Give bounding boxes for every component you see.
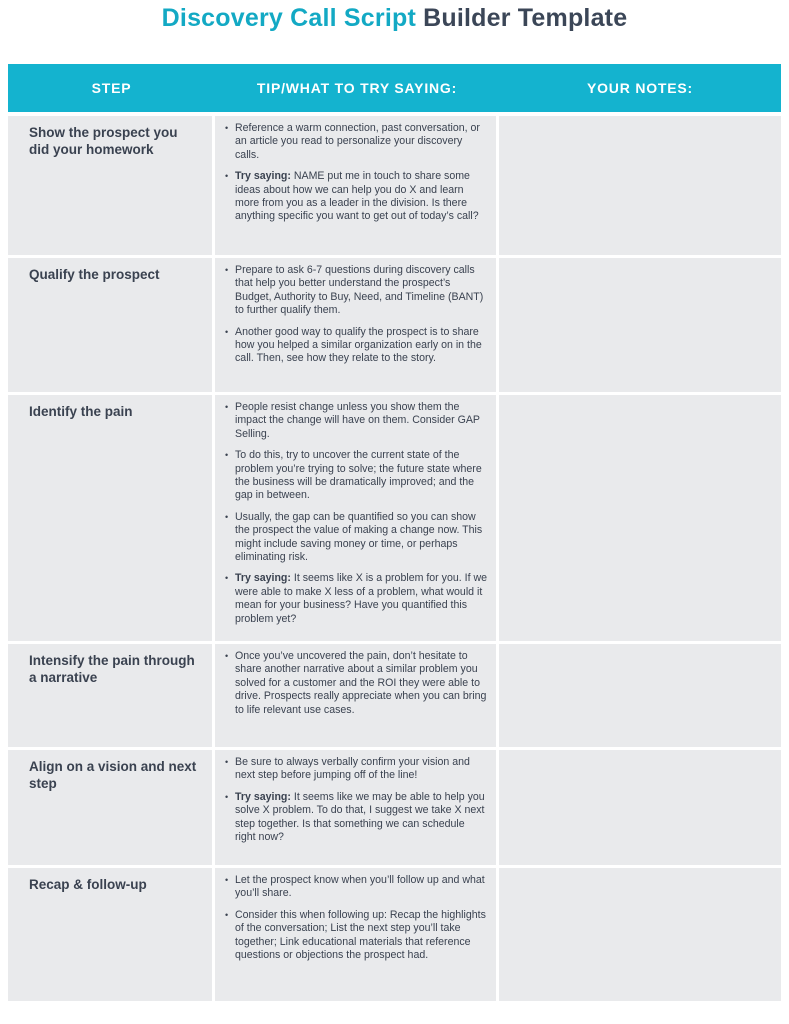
tip-cell [215, 112, 499, 255]
step-label: Intensify the pain through a narrative [29, 653, 195, 685]
tip-list [215, 868, 496, 968]
tip-list [215, 116, 496, 230]
step-cell [8, 112, 215, 255]
tip-cell [215, 747, 499, 865]
page-title [0, 2, 789, 34]
tip-text: Prepare to ask 6-7 questions during discovery calls that help you better understand the prospect’s Budget, Authority to Buy, Need, and Timeline (BANT) to further qualify them. [235, 264, 484, 317]
tip-list [215, 395, 496, 632]
table-row [8, 747, 781, 865]
title-rest: Builder Template [423, 4, 628, 32]
tip-item [225, 449, 488, 503]
step-label: Qualify the prospect [29, 267, 160, 282]
tip-cell [215, 641, 499, 747]
tip-item [225, 511, 488, 565]
step-label: Identify the pain [29, 404, 133, 419]
notes-cell[interactable] [499, 747, 781, 865]
tip-item [225, 791, 488, 845]
notes-cell[interactable] [499, 255, 781, 392]
tip-item [225, 264, 488, 318]
tip-item [225, 650, 488, 717]
notes-cell[interactable] [499, 641, 781, 747]
tip-list [215, 750, 496, 850]
tip-cell [215, 392, 499, 641]
tip-text: It seems like we may be able to help you solve X problem. To do that, I suggest we take X next step together. Is that something we can schedule right now? [235, 790, 485, 844]
tip-item [225, 170, 488, 224]
table-row [8, 255, 781, 392]
notes-cell[interactable] [499, 865, 781, 1001]
tip-cell [215, 865, 499, 1001]
table-row [8, 641, 781, 747]
tip-text: Once you’ve uncovered the pain, don’t hesitate to share another narrative about a similar problem you solved for a customer and the ROI they were able to drive. Prospects really appreciate when you can bring to life relevant use cases. [235, 650, 487, 716]
column-header-notes: YOUR NOTES: [499, 64, 781, 112]
tip-text: NAME put me in touch to share some ideas about how we can help you do X and learn more from you as a leader in the division. Is there anything specific you want to get out of today’s call? [235, 170, 479, 223]
table-row [8, 112, 781, 255]
step-label: Recap & follow-up [29, 877, 147, 892]
tip-text: It seems like X is a problem for you. If we were able to make X less of a problem, what would it mean for your business? Have you quantified this problem yet? [235, 572, 487, 625]
tip-text: To do this, try to uncover the current state of the problem you’re trying to solve; the future state where the business will be dramatically improved; and the gap in between. [235, 449, 482, 502]
tip-item [225, 874, 488, 901]
tip-text: Consider this when following up: Recap the highlights of the conversation; List the next step you’ll take together; Link educational materials that reference questions or objections the prospect had. [235, 908, 486, 962]
tip-item [225, 756, 488, 783]
column-header-tip: TIP/WHAT TO TRY SAYING: [215, 64, 499, 112]
tip-cell [215, 255, 499, 392]
tip-item [225, 909, 488, 963]
tip-list [215, 258, 496, 372]
tip-item [225, 401, 488, 441]
tip-text: Another good way to qualify the prospect is to share how you helped a similar organization early on in the call. Then, see how they relate to the story. [235, 325, 482, 365]
step-cell [8, 255, 215, 392]
try-saying-label: Try saying: [235, 790, 291, 803]
tip-list [215, 644, 496, 723]
table-header [8, 64, 781, 112]
tip-item [225, 572, 488, 626]
column-header-step: STEP [8, 64, 215, 112]
tip-text: Reference a warm connection, past conversation, or an article you read to personalize your discovery calls. [235, 122, 480, 161]
step-label: Align on a vision and next step [29, 759, 197, 791]
tip-text: People resist change unless you show them the impact the change will have on them. Consider GAP Selling. [235, 401, 480, 440]
tip-text: Let the prospect know when you’ll follow up and what you’ll share. [235, 874, 485, 900]
tip-item [225, 326, 488, 366]
table-row [8, 865, 781, 1001]
tip-text: Be sure to always verbally confirm your vision and next step before jumping off of the line! [235, 756, 470, 782]
try-saying-label: Try saying: [235, 170, 291, 183]
tip-item [225, 122, 488, 162]
table-row [8, 392, 781, 641]
step-label: Show the prospect you did your homework [29, 125, 178, 157]
script-table [8, 64, 781, 1001]
step-cell [8, 392, 215, 641]
tip-text: Usually, the gap can be quantified so you can show the prospect the value of making a change now. This might include saving money or time, or perhaps eliminating risk. [235, 510, 483, 564]
step-cell [8, 747, 215, 865]
try-saying-label: Try saying: [235, 572, 291, 585]
notes-cell[interactable] [499, 112, 781, 255]
table-body [8, 112, 781, 1001]
step-cell [8, 865, 215, 1001]
step-cell [8, 641, 215, 747]
notes-cell[interactable] [499, 392, 781, 641]
title-accent: Discovery Call Script [161, 4, 416, 32]
